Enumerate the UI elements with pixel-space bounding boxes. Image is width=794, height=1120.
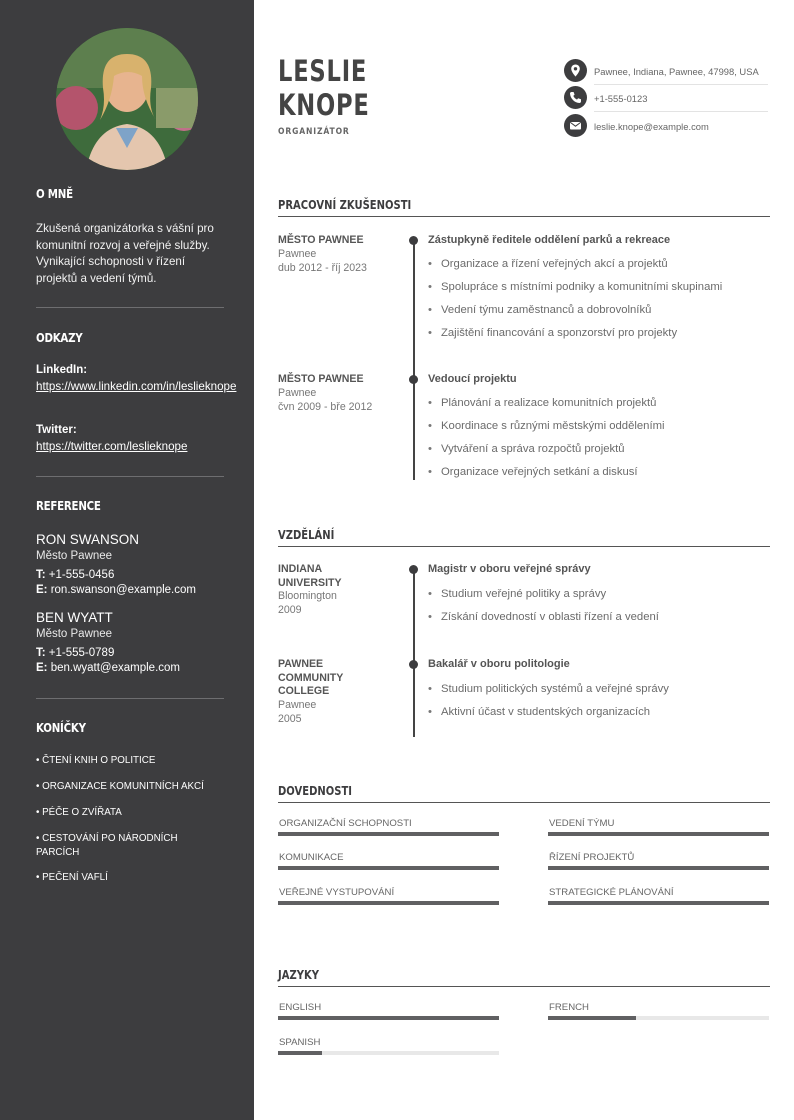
degree-bullet: • Studium politických systémů a veřejné správy (428, 683, 669, 695)
links-heading: ODKAZY (36, 330, 83, 345)
profile-photo (56, 28, 198, 170)
divider (36, 476, 224, 477)
job-bullet: • Spolupráce s místními podniky a komunitními skupinami (428, 281, 722, 293)
language-bar-fill (278, 1051, 322, 1055)
skill-label: STRATEGICKÉ PLÁNOVÁNÍ (549, 887, 674, 898)
degree-title: Magistr v oboru veřejné správy (428, 563, 591, 575)
school-location: Pawnee (278, 699, 317, 711)
language-bar (548, 1016, 769, 1020)
linkedin-label: LinkedIn: (36, 364, 88, 376)
skill-bar (278, 901, 499, 905)
degree-bullet: • Studium veřejné politiky a správy (428, 588, 606, 600)
linkedin-link[interactable]: https://www.linkedin.com/in/leslieknope (36, 380, 237, 393)
school-year: 2005 (278, 713, 302, 725)
language-bar (278, 1051, 499, 1055)
education-heading: VZDĚLÁNÍ (278, 527, 335, 542)
job-title: Zástupkyně ředitele oddělení parků a rekreace (428, 234, 671, 246)
timeline-dot (409, 660, 418, 669)
job-bullet: • Vedení týmu zaměstnanců a dobrovolníků (428, 304, 651, 316)
language-label: FRENCH (549, 1002, 589, 1013)
sidebar (0, 0, 254, 1120)
school-name: PAWNEE COMMUNITY COLLEGE (278, 658, 344, 697)
skill-bar-fill (548, 832, 769, 836)
job-bullet: • Zajištění financování a sponzorství pro projekty (428, 327, 677, 339)
job-role: ORGANIZÁTOR (278, 127, 350, 137)
skill-bar-fill (278, 832, 499, 836)
job-bullet: • Organizace veřejných setkání a diskusí (428, 466, 638, 478)
skill-bar (278, 832, 499, 836)
job-dates: čvn 2009 - bře 2012 (278, 401, 373, 413)
reference-org: Město Pawnee (36, 628, 113, 640)
job-location: Pawnee (278, 248, 317, 260)
last-name: KNOPE (278, 88, 370, 122)
reference-phone: T: +1-555-0789 (36, 647, 115, 659)
language-bar-fill (278, 1016, 499, 1020)
hobby-item: • ORGANIZACE KOMUNITNÍCH AKCÍ (36, 781, 204, 792)
twitter-link[interactable]: https://twitter.com/leslieknope (36, 440, 188, 453)
timeline-dot (409, 565, 418, 574)
job-org: MĚSTO PAWNEE (278, 234, 364, 246)
hobby-item: • ČTENÍ KNIH O POLITICE (36, 755, 156, 766)
job-bullet: • Vytváření a správa rozpočtů projektů (428, 443, 625, 455)
section-rule (278, 546, 770, 547)
divider (36, 698, 224, 699)
skill-label: VEŘEJNÉ VYSTUPOVÁNÍ (279, 887, 395, 898)
references-heading: REFERENCE (36, 498, 101, 513)
section-rule (278, 986, 770, 987)
school-name: INDIANA UNIVERSITY (278, 563, 342, 589)
hobby-item: • PEČENÍ VAFLÍ (36, 872, 108, 883)
skill-label: KOMUNIKACE (279, 852, 344, 863)
degree-title: Bakalář v oboru politologie (428, 658, 570, 670)
language-label: SPANISH (279, 1037, 321, 1048)
timeline-line (413, 240, 415, 480)
language-label: ENGLISH (279, 1002, 322, 1013)
language-bar (278, 1016, 499, 1020)
school-year: 2009 (278, 604, 302, 616)
skill-bar (548, 832, 769, 836)
language-bar-fill (548, 1016, 636, 1020)
skill-bar (278, 866, 499, 870)
reference-name: RON SWANSON (36, 532, 140, 547)
job-dates: dub 2012 - říj 2023 (278, 262, 367, 274)
skills-heading: DOVEDNOSTI (278, 783, 353, 798)
experience-heading: PRACOVNÍ ZKUŠENOSTI (278, 197, 412, 212)
school-location: Bloomington (278, 590, 337, 602)
skill-bar (548, 901, 769, 905)
skill-bar-fill (548, 866, 769, 870)
section-rule (278, 216, 770, 217)
reference-email: E: ben.wyatt@example.com (36, 662, 180, 674)
phone-icon (564, 86, 587, 109)
skill-bar (548, 866, 769, 870)
first-name: LESLIE (278, 54, 368, 88)
job-bullet: • Plánování a realizace komunitních projektů (428, 397, 656, 409)
skill-bar-fill (278, 866, 499, 870)
languages-heading: JAZYKY (278, 967, 319, 982)
job-bullet: • Koordinace s různými městskými odděleními (428, 420, 665, 432)
skill-label: ŘÍZENÍ PROJEKTŮ (549, 852, 635, 863)
about-heading: O MNĚ (36, 186, 73, 201)
contact-email[interactable]: leslie.knope@example.com (594, 121, 709, 132)
degree-bullet: • Aktivní účast v studentských organizacích (428, 706, 650, 718)
job-org: MĚSTO PAWNEE (278, 373, 364, 385)
timeline-dot (409, 236, 418, 245)
skill-bar-fill (278, 901, 499, 905)
contact-phone: +1-555-0123 (594, 93, 648, 104)
degree-bullet: • Získání dovedností v oblasti řízení a vedení (428, 611, 659, 623)
email-icon (564, 114, 587, 137)
divider (594, 84, 768, 85)
hobby-item: • CESTOVÁNÍ PO NÁRODNÍCH PARCÍCH (36, 833, 178, 858)
reference-name: BEN WYATT (36, 610, 113, 625)
skill-label: VEDENÍ TÝMU (549, 818, 615, 829)
job-bullet: • Organizace a řízení veřejných akcí a projektů (428, 258, 668, 270)
section-rule (278, 802, 770, 803)
skill-bar-fill (548, 901, 769, 905)
timeline-line (413, 570, 415, 737)
hobbies-heading: KONÍČKY (36, 720, 86, 735)
contact-address: Pawnee, Indiana, Pawnee, 47998, USA (594, 66, 759, 77)
location-icon (564, 59, 587, 82)
reference-email: E: ron.swanson@example.com (36, 584, 196, 596)
timeline-dot (409, 375, 418, 384)
hobby-item: • PÉČE O ZVÍŘATA (36, 807, 122, 818)
reference-org: Město Pawnee (36, 550, 113, 562)
reference-phone: T: +1-555-0456 (36, 569, 115, 581)
divider (36, 307, 224, 308)
about-text: Zkušená organizátorka s vášní pro komunitní rozvoj a veřejné služby. Vynikající schopnosti v řízení projektů a vedení týmů. (36, 222, 214, 285)
skill-label: ORGANIZAČNÍ SCHOPNOSTI (279, 818, 412, 829)
job-location: Pawnee (278, 387, 317, 399)
twitter-label: Twitter: (36, 424, 77, 436)
job-title: Vedoucí projektu (428, 373, 517, 385)
divider (594, 111, 768, 112)
